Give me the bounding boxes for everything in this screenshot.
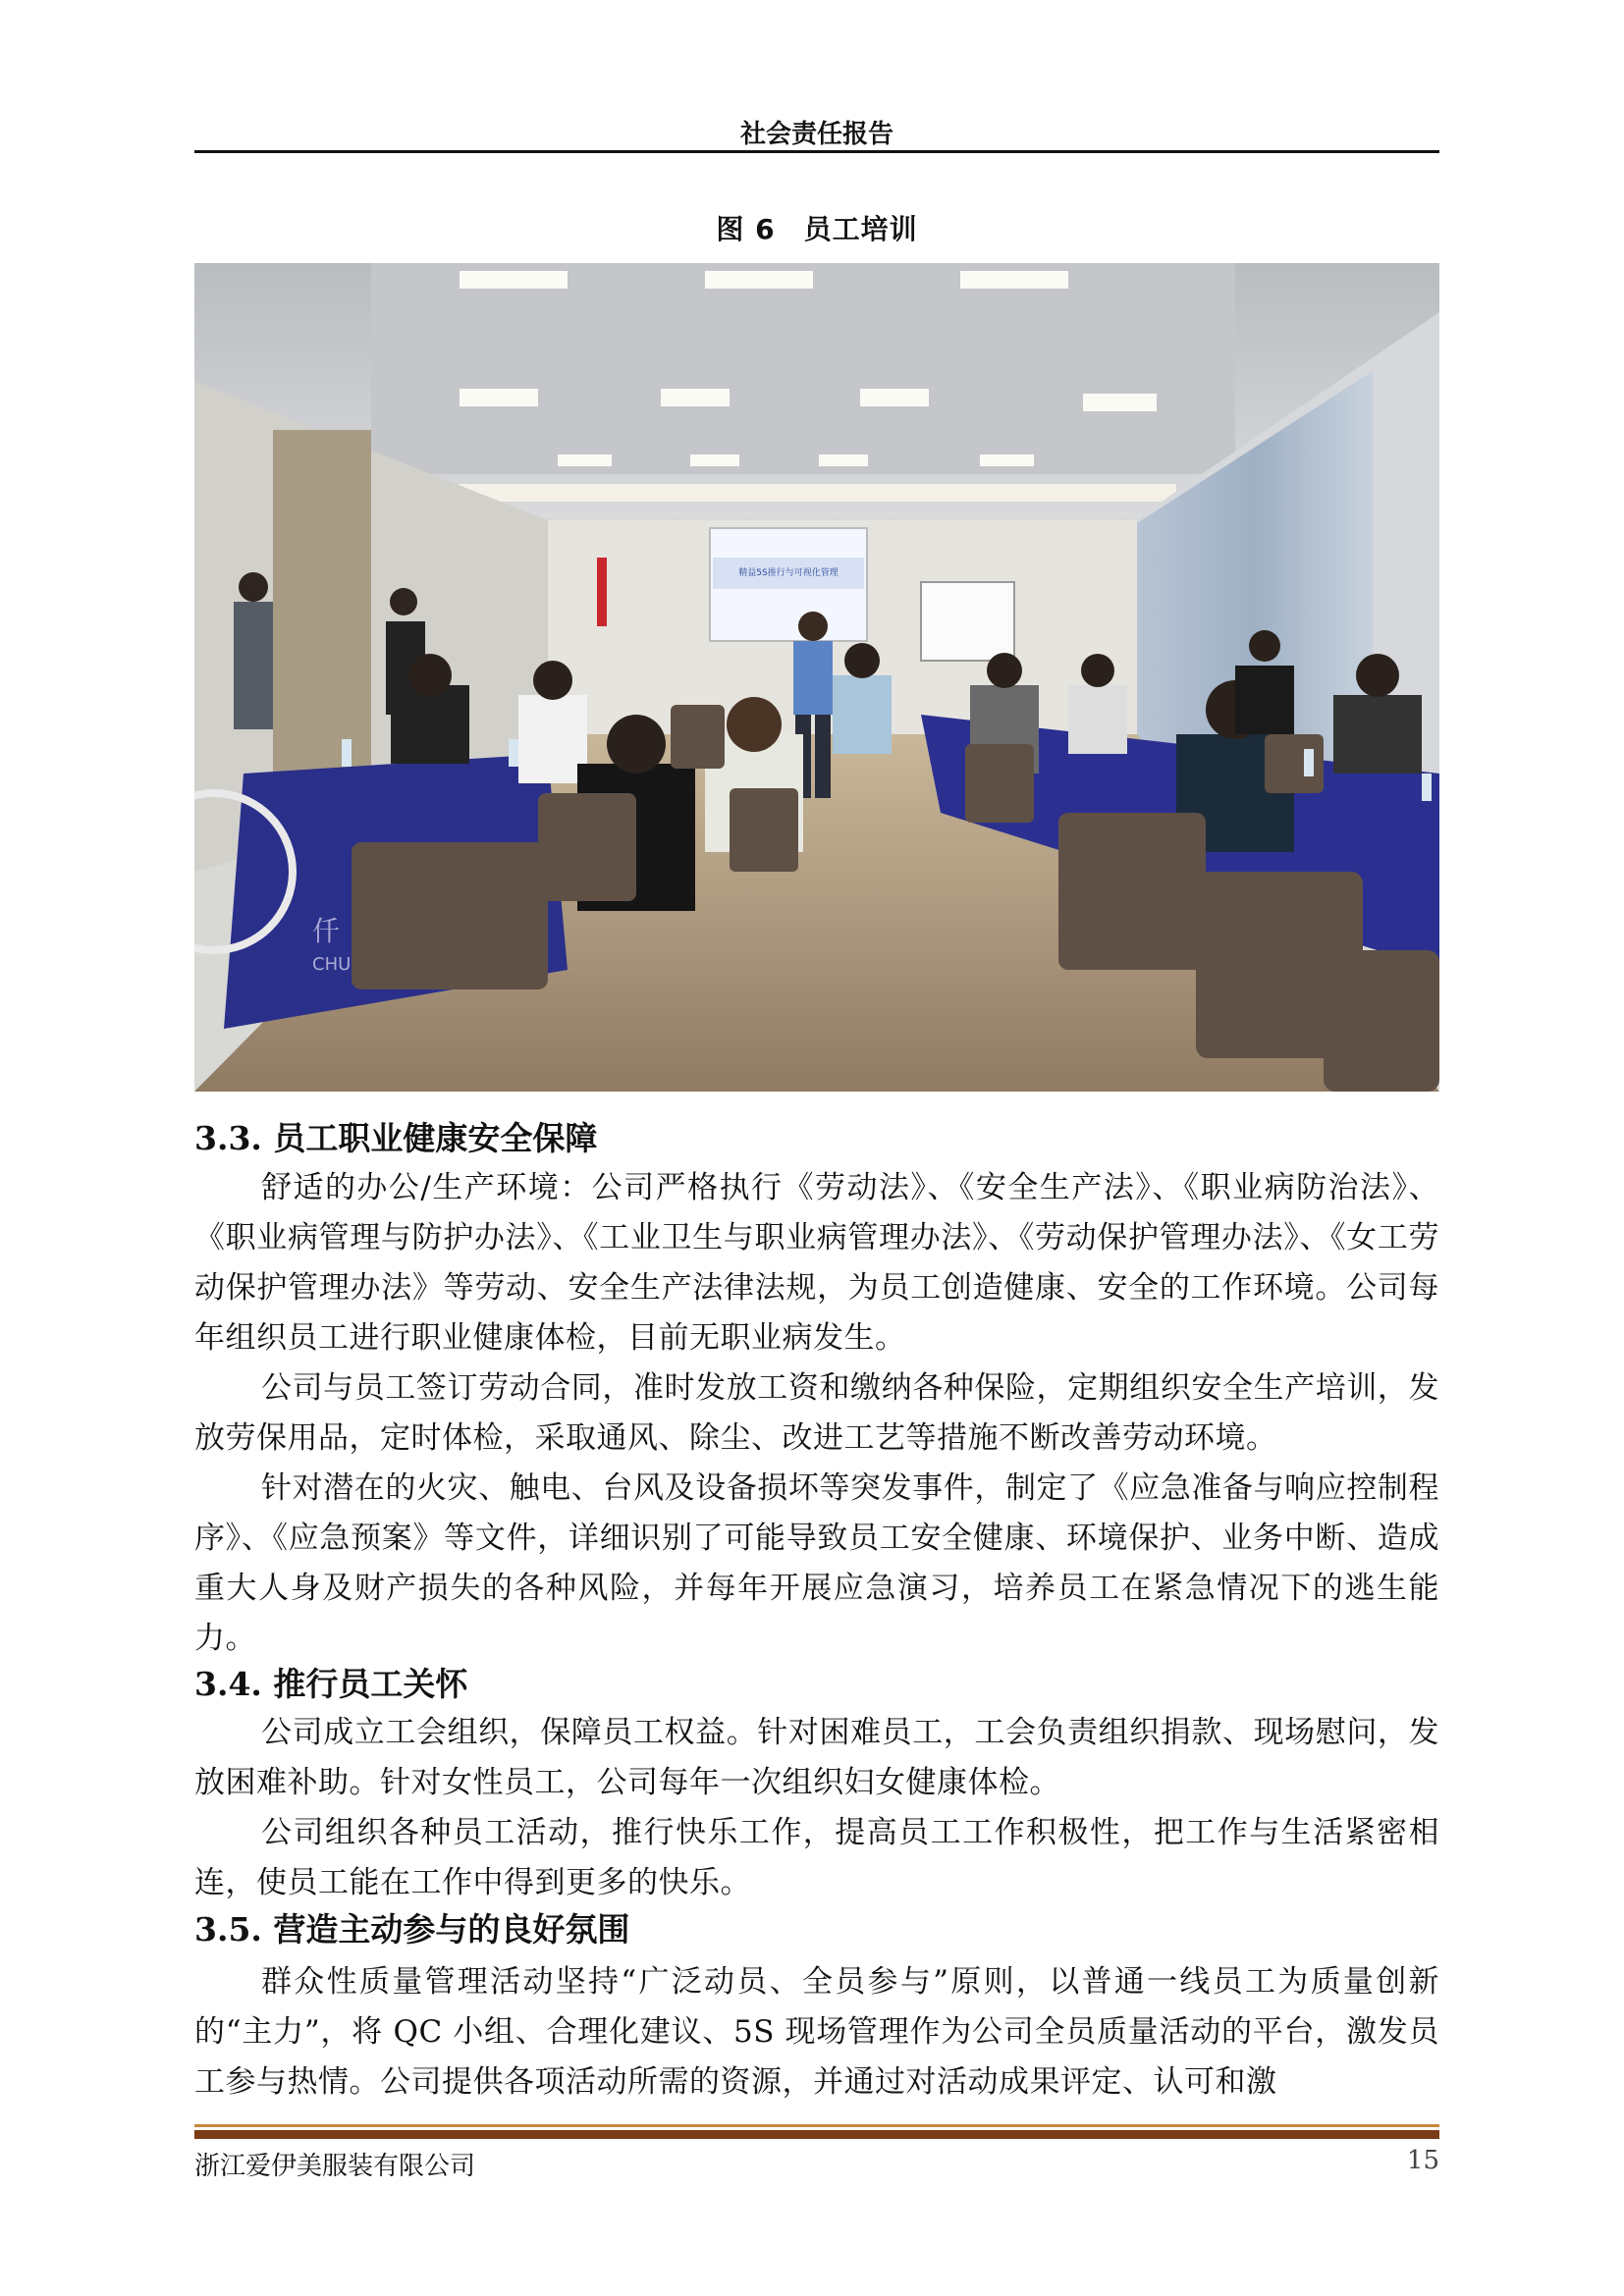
training-photo (194, 263, 1439, 1092)
paragraph-3-3-1: 舒适的办公/生产环境：公司严格执行《劳动法》、《安全生产法》、《职业病防治法》、《职业病管理与防护办法》、《工业卫生与职业病管理办法》、《劳动保护管理办法》、《女工劳动保护管理办法》等劳动、安全生产法律法规，为员工创造健康、安全的工作环境。公司每年组织员工进行职业健康体检，目前无职业病发生。 (194, 1170, 1439, 1356)
paragraph-3-4-1: 公司成立工会组织，保障员工权益。针对困难员工，工会负责组织捐款、现场慰问，发放困难补助。针对女性员工，公司每年一次组织妇女健康体检。 (194, 1715, 1439, 1800)
footer-rule-thick (194, 2130, 1439, 2139)
tablecloth-text-1: 仟 (312, 915, 341, 947)
running-header-title: 社会责任报告 (739, 120, 893, 149)
slide-title: 精益5S推行与可视化管理 (738, 568, 839, 578)
section-heading-3-5: 3.5. 营造主动参与的良好氛围 (194, 1910, 630, 1949)
tablecloth-text-2: CHU (312, 954, 352, 975)
paragraph-3-4-2: 公司组织各种员工活动，推行快乐工作，提高员工工作积极性，把工作与生活紧密相连，使员工能在工作中得到更多的快乐。 (194, 1815, 1439, 1900)
paragraph-3-3-2: 公司与员工签订劳动合同，准时发放工资和缴纳各种保险，定期组织安全生产培训，发放劳保用品，定时体检，采取通风、除尘、改进工艺等措施不断改善劳动环境。 (194, 1370, 1439, 1456)
figure-caption: 图 6 员工培训 (716, 213, 918, 245)
paragraph-3-5-1: 群众性质量管理活动坚持“广泛动员、全员参与”原则，以普通一线员工为质量创新的“主力”，将 QC 小组、合理化建议、5S 现场管理作为公司全员质量活动的平台，激发员工参与热情。公司提供各项活动所需的资源，并通过对活动成果评定、认可和激 (194, 1964, 1439, 2100)
footer-rule-thin (194, 2124, 1439, 2127)
section-heading-3-3: 3.3. 员工职业健康安全保障 (194, 1119, 598, 1157)
paragraph-3-3-3: 针对潜在的火灾、触电、台风及设备损坏等突发事件，制定了《应急准备与响应控制程序》、《应急预案》等文件，详细识别了可能导致员工安全健康、环境保护、业务中断、造成重大人身及财产损失的各种风险，并每年开展应急演习，培养员工在紧急情况下的逃生能力。 (194, 1470, 1439, 1656)
footer-company: 浙江爱伊美服装有限公司 (194, 2152, 476, 2181)
page-number: 15 (1406, 2146, 1439, 2175)
section-heading-3-4: 3.4. 推行员工关怀 (194, 1665, 468, 1703)
header-rule (194, 150, 1439, 153)
